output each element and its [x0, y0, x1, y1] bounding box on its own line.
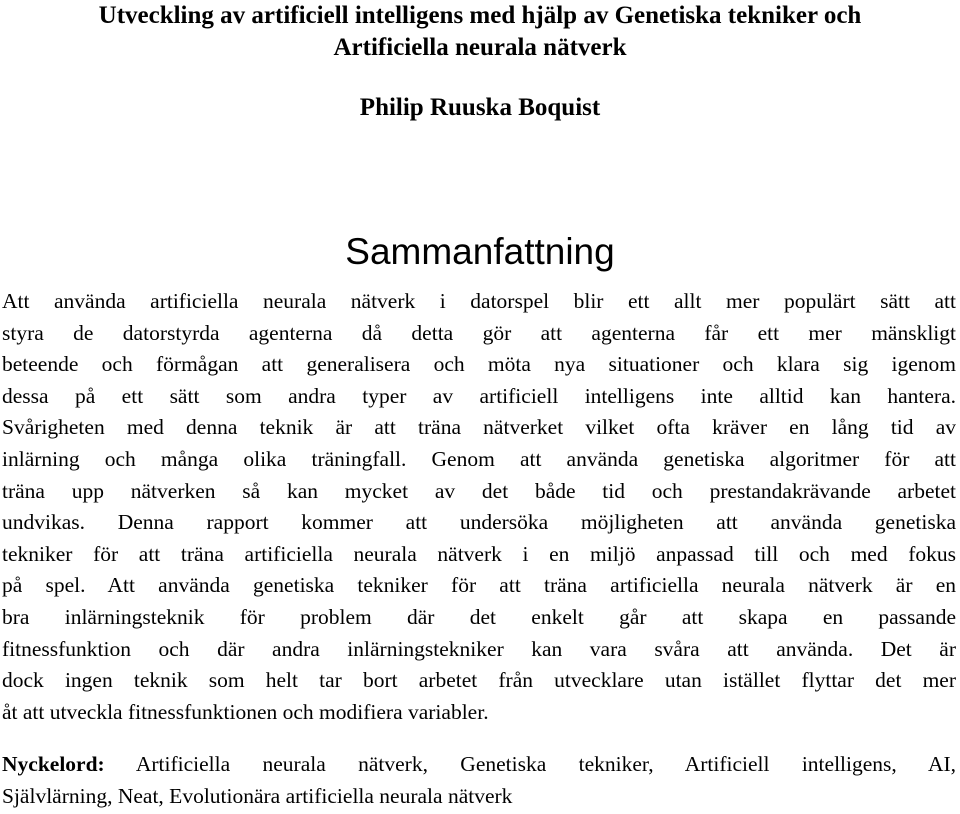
abstract-line: Svårigheten med denna teknik är att träna nätverket vilket ofta kräver en lång tid av [2, 415, 956, 440]
abstract-line: dock ingen teknik som helt tar bort arbetet från utvecklare utan istället flyttar det mer [2, 668, 956, 693]
document-title [0, 0, 960, 64]
keywords-label: Nyckelord: [2, 752, 105, 776]
abstract-line: undvikas. Denna rapport kommer att undersöka möjligheten att använda genetiska [2, 510, 956, 535]
title-line-1: Utveckling av artificiell intelligens med hjälp av Genetiska tekniker och [98, 2, 862, 29]
abstract-line: på spel. Att använda genetiska tekniker för att träna artificiella neurala nätverk är en [2, 573, 956, 598]
title-line-2: Artificiella neurala nätverk [333, 34, 627, 61]
abstract-line: Att använda artificiella neurala nätverk i datorspel blir ett allt mer populärt sätt att [2, 289, 956, 313]
keywords-line-2: Självlärning, Neat, Evolutionära artificiella neurala nätverk [2, 783, 513, 808]
author-name: Philip Ruuska Boquist [359, 94, 601, 121]
abstract-line: inlärning och många olika träningfall. Genom att använda genetiska algoritmer för att [2, 446, 956, 471]
abstract-line: beteende och förmågan att generalisera och möta nya situationer och klara sig igenom [2, 352, 956, 377]
abstract-line: åt att utveckla fitnessfunktionen och modifiera variabler. [2, 699, 489, 724]
abstract-line: träna upp nätverken så kan mycket av det både tid och prestandakrävande arbetet [2, 478, 956, 503]
abstract-line: styra de datorstyrda agenterna då detta gör att agenterna får ett mer mänskligt [2, 320, 956, 345]
abstract-line: tekniker för att träna artificiella neurala nätverk i en miljö anpassad till och med fokus [2, 541, 956, 566]
keywords-line-1 [2, 749, 956, 781]
abstract-body [2, 286, 956, 728]
section-heading-abstract: Sammanfattning [345, 231, 615, 272]
keywords-text-1: Artificiella neurala nätverk, Genetiska tekniker, Artificiell intelligens, AI, [104, 752, 956, 776]
abstract-line: bra inlärningsteknik för problem där det enkelt går att skapa en passande [2, 604, 956, 629]
abstract-line: dessa på ett sätt som andra typer av artificiell intelligens inte alltid kan hantera. [2, 383, 956, 408]
abstract-line: fitnessfunktion och där andra inlärningstekniker kan vara svåra att använda. Det är [2, 636, 956, 661]
keywords-block [2, 749, 956, 812]
